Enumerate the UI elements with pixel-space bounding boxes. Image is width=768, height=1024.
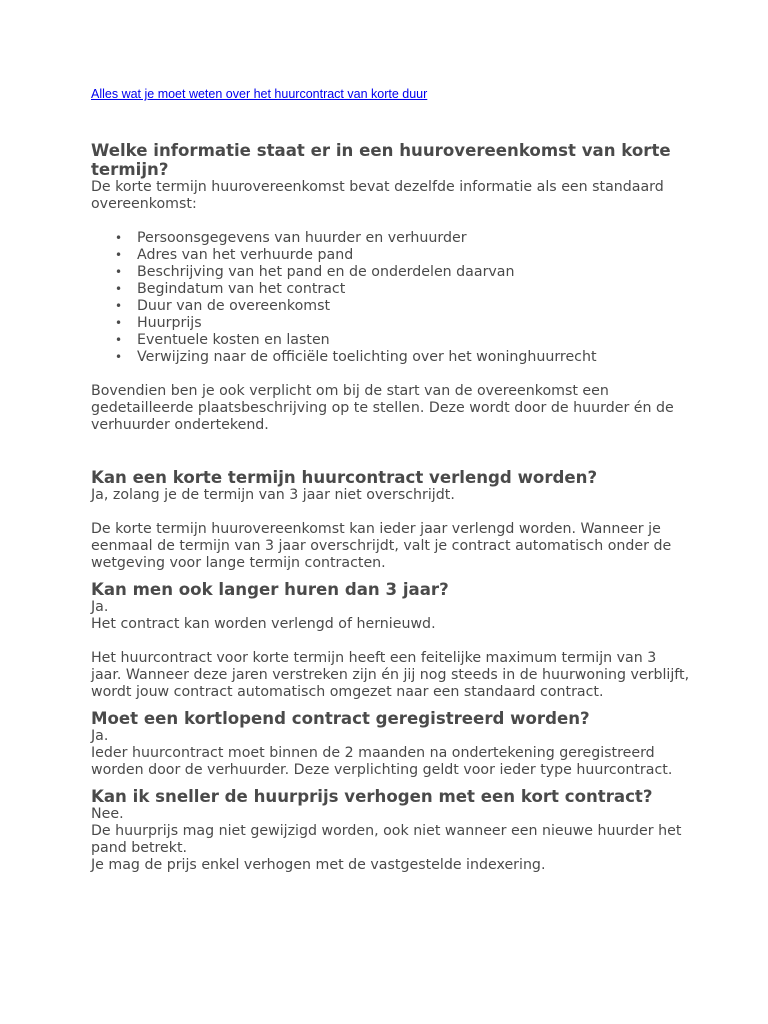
list-item: • Eventuele kosten en lasten [137, 332, 691, 349]
section-information [91, 141, 691, 434]
section-longer-rent [91, 580, 691, 701]
section-heading: Kan een korte termijn huurcontract verlengd worden? [91, 468, 598, 487]
document-page [91, 86, 691, 874]
spacer [91, 434, 691, 468]
section-paragraph: Je mag de prijs enkel verhogen met de vastgestelde indexering. [91, 857, 546, 873]
list-item: • Begindatum van het contract [137, 281, 691, 298]
section-heading: Kan men ook langer huren dan 3 jaar? [91, 580, 449, 599]
section-paragraph: Nee. [91, 806, 124, 822]
spacer [91, 572, 691, 580]
spacer [91, 504, 691, 521]
section-paragraph: De huurprijs mag niet gewijzigd worden, ook niet wanneer een nieuwe huurder het pand betrekt. [91, 823, 682, 856]
section-paragraph: Ja, zolang je de termijn van 3 jaar niet overschrijdt. [91, 487, 455, 503]
section-paragraph: Het contract kan worden verlengd of hernieuwd. [91, 616, 436, 632]
section-paragraph: De korte termijn huurovereenkomst bevat dezelfde informatie als een standaard overeenkomst: [91, 179, 664, 212]
section-paragraph: Bovendien ben je ook verplicht om bij de start van de overeenkomst een gedetailleerde plaatsbeschrijving op te stellen. Deze wordt door de huurder én de verhuurder ondertekend. [91, 383, 674, 433]
spacer [91, 633, 691, 650]
list-item: • Beschrijving van het pand en de onderdelen daarvan [137, 264, 691, 281]
article-link[interactable]: Alles wat je moet weten over het huurcontract van korte duur [91, 87, 428, 101]
section-paragraph: Ieder huurcontract moet binnen de 2 maanden na ondertekening geregistreerd worden door de verhuurder. Deze verplichting geldt voor ieder type huurcontract. [91, 745, 673, 778]
section-paragraph: Het huurcontract voor korte termijn heeft een feitelijke maximum termijn van 3 jaar. Wanneer deze jaren verstreken zijn én jij nog steeds in de huurwoning verblijft, wordt jouw contract automatisch omgezet naar een standaard contract. [91, 650, 690, 700]
section-heading: Kan ik sneller de huurprijs verhogen met een kort contract? [91, 787, 653, 806]
spacer [91, 701, 691, 709]
list-item: • Adres van het verhuurde pand [137, 247, 691, 264]
section-heading: Moet een kortlopend contract geregistreerd worden? [91, 709, 590, 728]
section-paragraph: De korte termijn huurovereenkomst kan ieder jaar verlengd worden. Wanneer je eenmaal de termijn van 3 jaar overschrijdt, valt je contract automatisch onder de wetgeving voor lange termijn contracten. [91, 521, 672, 571]
section-paragraph: Ja. [91, 599, 109, 615]
list-item: • Verwijzing naar de officiële toelichting over het woninghuurrecht [137, 349, 691, 366]
list-item: • Huurprijs [137, 315, 691, 332]
list-item: • Duur van de overeenkomst [137, 298, 691, 315]
section-extension [91, 468, 691, 572]
information-list [91, 230, 691, 366]
section-paragraph: Ja. [91, 728, 109, 744]
section-registration [91, 709, 691, 779]
list-item: • Persoonsgegevens van huurder en verhuurder [137, 230, 691, 247]
section-heading: Welke informatie staat er in een huurovereenkomst van korte termijn? [91, 141, 671, 179]
spacer [91, 779, 691, 787]
section-rent-increase [91, 787, 691, 874]
